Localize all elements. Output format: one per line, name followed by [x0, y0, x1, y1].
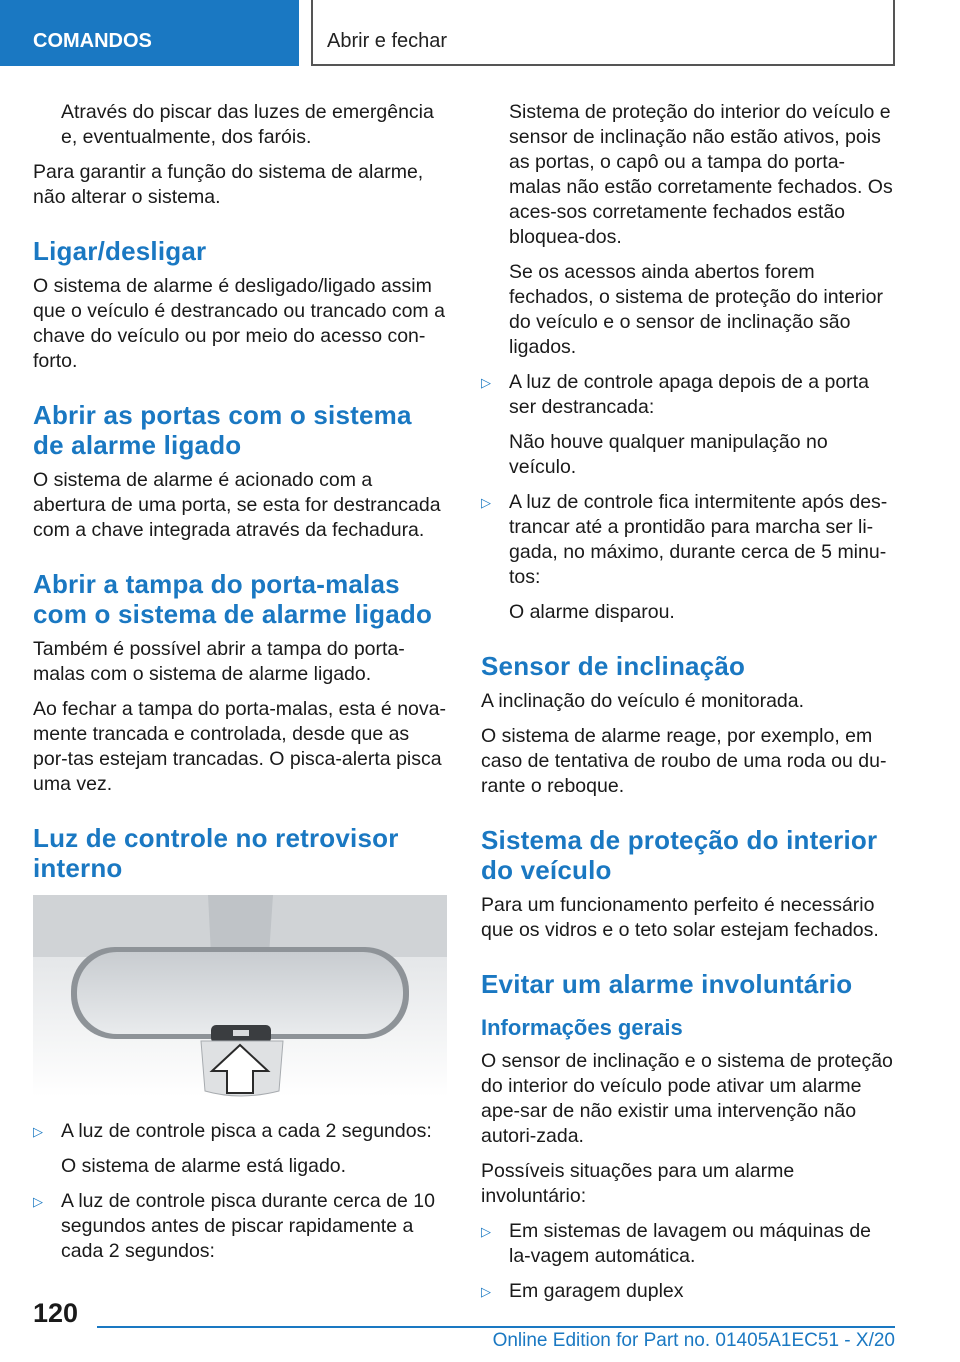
paragraph: O sistema de alarme é desligado/ligado assim que o veículo é destrancado ou trancado com a chave do veículo ou por meio do acesso con-forto.: [33, 275, 445, 372]
paragraph: Ao fechar a tampa do porta-malas, esta é nova-mente trancada e controlada, desde que as por-tas estejam trancadas. O pisca-alerta pisca uma vez.: [33, 698, 446, 795]
list-item: ▷ Em garagem duplex: [481, 1280, 684, 1302]
page-header-title: Abrir e fechar: [327, 30, 448, 52]
list-item: ▷ A luz de controle fica intermitente após des-trancar até a prontidão para marcha ser li-gada, no máximo, durante cerca de 5 minu-tos:: [481, 491, 888, 588]
list-item-detail: O alarme disparou.: [509, 601, 675, 623]
list-item: ▷ Em sistemas de lavagem ou máquinas de la-vagem automática.: [481, 1220, 872, 1267]
section-heading: Abrir a tampa do porta-malas com o sistema de alarme ligado: [33, 569, 433, 629]
footer-edition: Online Edition for Part no. 01405A1EC51 - X/20: [492, 1330, 895, 1351]
triangle-bullet-icon: ▷: [481, 1284, 491, 1299]
paragraph: Através do piscar das luzes de emergência e, eventualmente, dos faróis.: [61, 101, 434, 148]
triangle-bullet-icon: ▷: [481, 375, 491, 390]
paragraph: O sistema de alarme é acionado com a abertura de uma porta, se esta for destrancada com a chave integrada através da fechadura.: [33, 469, 441, 541]
section-label: COMANDOS: [33, 30, 152, 52]
list-item: ▷ A luz de controle pisca a cada 2 segundos:: [33, 1120, 432, 1142]
list-item-detail: O sistema de alarme está ligado.: [61, 1155, 347, 1177]
list-item: ▷ A luz de controle pisca durante cerca de 10 segundos antes de piscar rapidamente a cada 2 segundos:: [33, 1190, 435, 1262]
triangle-bullet-icon: ▷: [481, 495, 491, 510]
paragraph: Para garantir a função do sistema de alarme, não alterar o sistema.: [33, 161, 424, 208]
paragraph: Para um funcionamento perfeito é necessário que os vidros e o teto solar estejam fechados.: [481, 894, 879, 941]
paragraph: Sistema de proteção do interior do veículo e sensor de inclinação não estão ativos, pois as portas, o capô ou a tampa do porta-malas não estão corretamente fechados. Os aces-sos corretamente fechados estão bloquea-dos.: [509, 101, 893, 248]
left-column: [33, 100, 447, 1274]
section-heading: Ligar/desligar: [33, 236, 207, 266]
footer-rule: [97, 1326, 895, 1328]
section-tab: [0, 0, 299, 66]
section-heading: Luz de controle no retrovisor interno: [33, 823, 399, 883]
paragraph: Possíveis situações para um alarme involuntário:: [481, 1160, 795, 1207]
triangle-bullet-icon: ▷: [481, 1224, 491, 1239]
paragraph: Também é possível abrir a tampa do porta-malas com o sistema de alarme ligado.: [33, 638, 405, 685]
paragraph: A inclinação do veículo é monitorada.: [481, 690, 805, 712]
page-header: [311, 0, 895, 66]
section-heading: Abrir as portas com o sistema de alarme ligado: [33, 400, 412, 460]
mirror-illustration: [33, 895, 447, 1097]
section-heading: Sensor de inclinação: [481, 651, 746, 681]
paragraph: O sensor de inclinação e o sistema de proteção do interior do veículo pode ativar um alarme ape-sar de não existir uma intervenção não autori-zada.: [481, 1050, 893, 1147]
paragraph: O sistema de alarme reage, por exemplo, em caso de tentativa de roubo de uma roda ou du-rante o reboque.: [481, 725, 887, 797]
list-item-detail: Não houve qualquer manipulação no veículo.: [509, 431, 828, 478]
section-heading: Sistema de proteção do interior do veículo: [481, 825, 878, 885]
page-number: 120: [33, 1298, 79, 1328]
list-item: ▷ A luz de controle apaga depois de a porta ser destrancada:: [481, 371, 869, 418]
right-column: [481, 100, 897, 1314]
section-heading: Evitar um alarme involuntário: [481, 969, 853, 999]
triangle-bullet-icon: ▷: [33, 1194, 43, 1209]
triangle-bullet-icon: ▷: [33, 1124, 43, 1139]
subsection-heading: Informações gerais: [481, 1015, 683, 1040]
paragraph: Se os acessos ainda abertos forem fechados, o sistema de proteção do interior do veículo e o sensor de inclinação são ligados.: [509, 261, 883, 358]
